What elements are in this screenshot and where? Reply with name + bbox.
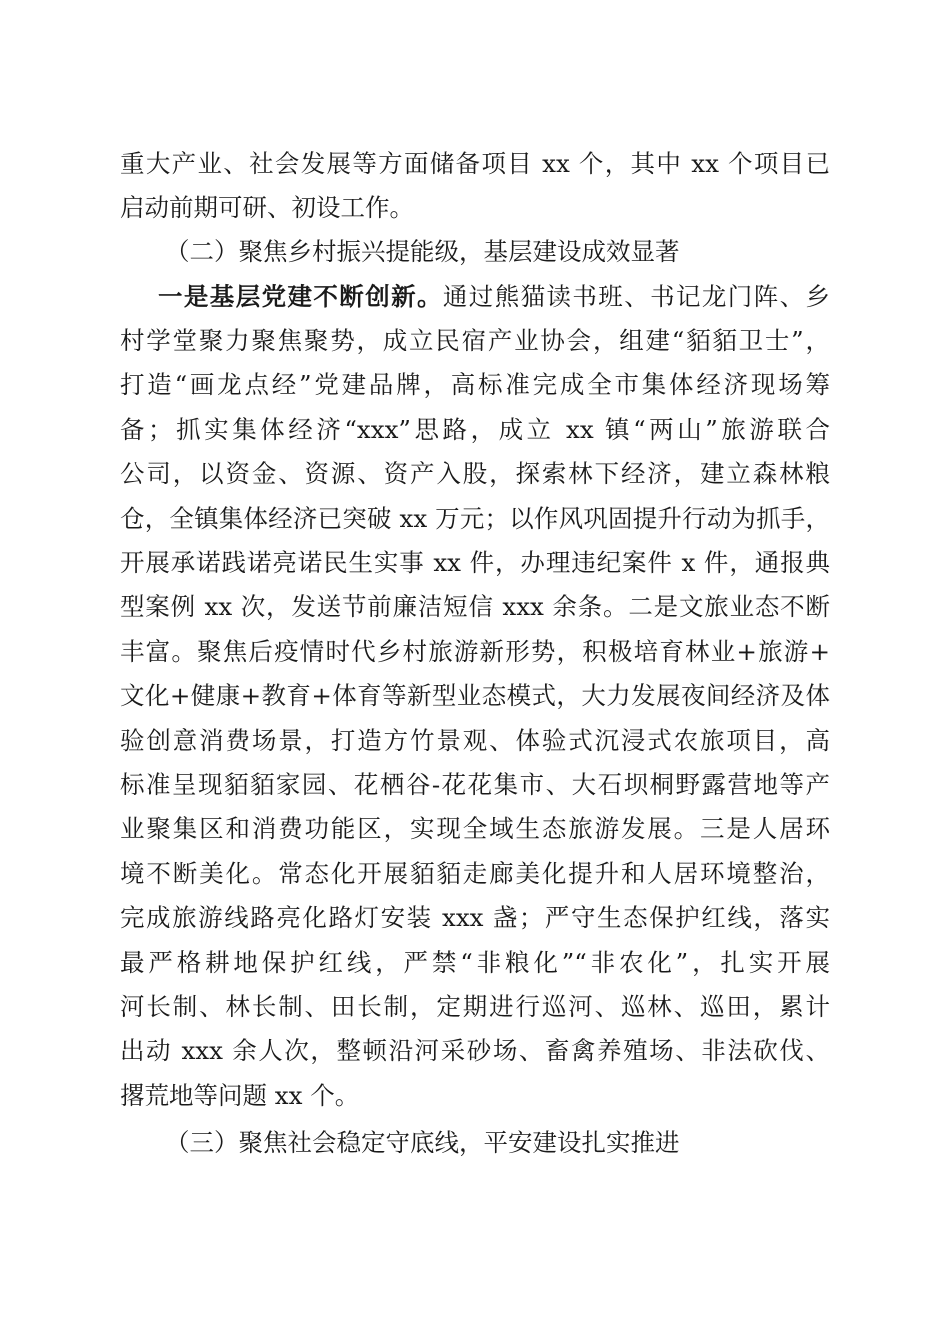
paragraph-2-line-9: 丰富。聚焦后疫情时代乡村旅游新形势，积极培育林业+旅游+ (120, 637, 830, 666)
paragraph-2-line-17: 河长制、林长制、田长制，定期进行巡河、巡林、巡田，累计 (120, 992, 830, 1021)
paragraph-2-line-5: 公司，以资金、资源、资产入股，探索林下经济，建立森林粮 (120, 459, 830, 488)
paragraph-2-line-15: 完成旅游线路亮化路灯安装 xxx 盏；严守生态保护红线，落实 (120, 903, 830, 932)
paragraph-2-line-7: 开展承诺践诺亮诺民生实事 xx 件，办理违纪案件 x 件，通报典 (120, 548, 830, 577)
paragraph-1-line-1: 重大产业、社会发展等方面储备项目 xx 个，其中 xx 个项目已 (120, 149, 830, 178)
paragraph-2-line-18: 出动 xxx 余人次，整顿沿河采砂场、畜禽养殖场、非法砍伐、 (120, 1036, 830, 1065)
paragraph-2-line-8: 型案例 xx 次，发送节前廉洁短信 xxx 余条。二是文旅业态不断 (120, 592, 830, 621)
paragraph-2-line-11: 验创意消费场景，打造方竹景观、体验式沉浸式农旅项目，高 (120, 726, 830, 755)
paragraph-2-line-16: 最严格耕地保护红线，严禁“非粮化”“非农化”，扎实开展 (120, 948, 830, 977)
section-heading-3: （三）聚焦社会稳定守底线，平安建设扎实推进 (165, 1128, 680, 1157)
paragraph-2-line-6: 仓，全镇集体经济已突破 xx 万元；以作风巩固提升行动为抓手， (120, 504, 830, 533)
paragraph-2-line-12: 标准呈现貊貊家园、花栖谷-花花集市、大石坝桐野露营地等产 (120, 770, 830, 799)
paragraph-2-line-14: 境不断美化。常态化开展貊貊走廊美化提升和人居环境整治， (120, 859, 830, 888)
paragraph-2-line-2: 村学堂聚力聚焦聚势，成立民宿产业协会，组建“貊貊卫士”， (120, 326, 830, 355)
paragraph-2-line-13: 业聚集区和消费功能区，实现全域生态旅游发展。三是人居环 (120, 814, 830, 843)
section-heading-2: （二）聚焦乡村振兴提能级，基层建设成效显著 (165, 237, 680, 266)
paragraph-2-first-line-rest: 通过熊猫读书班、书记龙门阵、乡 (442, 282, 831, 311)
paragraph-2-line-3: 打造“画龙点经”党建品牌，高标准完成全市集体经济现场筹 (120, 370, 830, 399)
paragraph-1-line-2: 启动前期可研、初设工作。 (120, 193, 414, 222)
paragraph-2-line-10: 文化+健康+教育+体育等新型业态模式，大力发展夜间经济及体 (120, 681, 830, 710)
paragraph-2-line-19: 撂荒地等问题 xx 个。 (120, 1081, 360, 1110)
paragraph-2-lead: 一是基层党建不断创新。 (158, 282, 443, 311)
paragraph-2-line-1 (158, 282, 831, 311)
paragraph-2-line-4: 备；抓实集体经济“xxx”思路，成立 xx 镇“两山”旅游联合 (120, 415, 830, 444)
